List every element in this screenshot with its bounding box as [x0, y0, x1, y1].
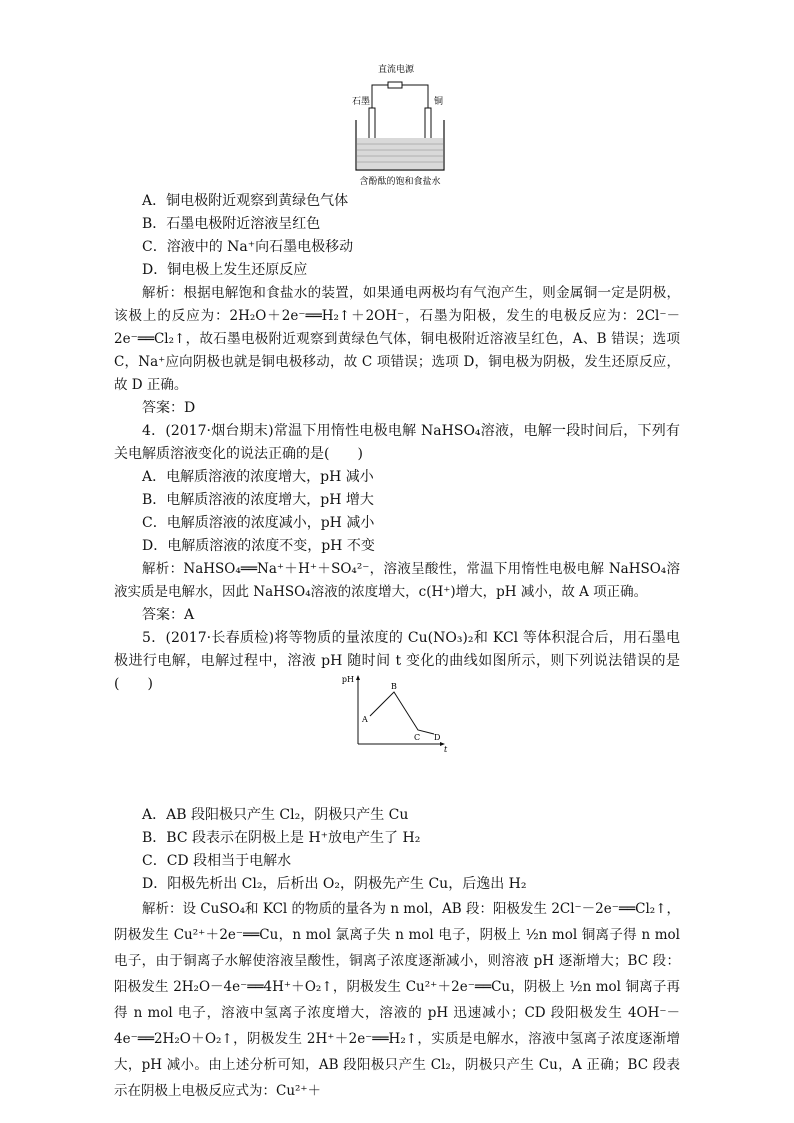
q4-option-b: B．电解质溶液的浓度增大，pH 增大 [142, 492, 374, 508]
q4-answer-label: 答案： [142, 607, 184, 623]
point-a-label: A [362, 715, 368, 724]
power-supply-box [388, 82, 402, 88]
q4-option-a: A．电解质溶液的浓度增大，pH 减小 [142, 469, 374, 485]
q3-answer-label: 答案： [142, 400, 184, 416]
q4-option-c: C．电解质溶液的浓度减小，pH 减小 [142, 515, 375, 531]
q5-option-c: C．CD 段相当于电解水 [142, 853, 292, 869]
solution [357, 138, 443, 169]
point-d-label: D [434, 733, 441, 742]
q3-analysis [114, 282, 680, 397]
graphite-label: 石墨 [352, 97, 371, 107]
power-supply-label: 直流电源 [377, 65, 415, 75]
q3-answer [114, 397, 680, 420]
question-body [114, 190, 680, 1104]
point-c-label: C [414, 733, 421, 742]
x-axis-label: t [444, 745, 448, 754]
q4-answer [114, 604, 680, 627]
q4-analysis-label: 解析： [142, 561, 184, 577]
q5-analysis-label: 解析： [142, 901, 183, 917]
q3-answer-value: D [184, 400, 196, 416]
q4-analysis [114, 558, 680, 604]
q3-analysis-text: 根据电解饱和食盐水的装置，如果通电两极均有气泡产生，则金属铜一定是阴极，该极上的反应为：2H₂O＋2e⁻══H₂↑＋2OH⁻，石墨为阳极，发生的电极反应为：2Cl⁻－2e⁻══Cl₂↑，故石墨电极附近观察到黄绿色气体，铜电极附近溶液呈红色，A、B 错误；选项 C，Na⁺应向阴极也就是铜电极移动，故 C 项错误；选项 D，铜电极为阴极，发生还原反应，故 D 正确。 [114, 285, 681, 393]
q3-option-d: D．铜电极上发生还原反应 [142, 262, 308, 278]
q5-analysis [114, 896, 680, 1104]
copper-label: 铜 [434, 97, 444, 107]
q5-option-a: A．AB 段阳极只产生 Cl₂，阴极只产生 Cu [142, 807, 409, 823]
q4-analysis-text: NaHSO₄══Na⁺＋H⁺＋SO₄²⁻，溶液呈酸性，常温下用惰性电极电解 NaHSO₄溶液实质是电解水，因此 NaHSO₄溶液的浓度增大，c(H⁺)增大，pH 减小，故 A 项正确。 [114, 561, 681, 600]
electrolysis-apparatus-figure [350, 58, 450, 190]
wire-right [402, 85, 428, 108]
q5-option-b: B．BC 段表示在阴极上是 H⁺放电产生了 H₂ [142, 830, 421, 846]
point-b-label: B [391, 682, 397, 691]
q5-analysis-text: 设 CuSO₄和 KCl 的物质的量各为 n mol，AB 段：阳极发生 2Cl⁻－2e⁻══Cl₂↑，阴极发生 Cu²⁺＋2e⁻══Cu，n mol 氯离子失 n mol 电子，阴极上 ½n mol 铜离子得 n mol 电子，由于铜离子水解使溶液呈酸性，铜离子浓度逐渐减小，则溶液 pH 逐渐增大；BC 段：阳极发生 2H₂O－4e⁻══4H⁺＋O₂↑，阴极发生 Cu²⁺＋2e⁻══Cu，阴极上 ½n mol 铜离子再得 n mol 电子，溶液中氢离子浓度增大，溶液的 pH 迅速减小；CD 段阳极发生 4OH⁻－4e⁻══2H₂O＋O₂↑，阴极发生 2H⁺＋2e⁻══H₂↑，实质是电解水，溶液中氢离子浓度逐渐增大，pH 减小。由上述分析可知，AB 段阳极只产生 Cl₂，阴极只产生 Cu，A 正确；BC 段表示在阴极上电极反应式为：Cu²⁺＋ [114, 901, 681, 1099]
q3-option-b: B．石墨电极附近溶液呈红色 [142, 216, 321, 232]
q3-option-c: C．溶液中的 Na⁺向石墨电极移动 [142, 239, 354, 255]
q5-stem: 5．(2017·长春质检)将等物质的量浓度的 Cu(NO₃)₂和 KCl 等体积混合后，用石墨电极进行电解，电解过程中，溶液 pH 随时间 t 变化的曲线如图所示，则下列说法错误的是( ) [114, 630, 680, 692]
wire-left [372, 85, 388, 108]
q4-option-d: D．电解质溶液的浓度不变，pH 不变 [142, 538, 375, 554]
q3-option-a: A．铜电极附近观察到黄绿色气体 [142, 193, 349, 209]
q4-stem: 4．(2017·烟台期末)常温下用惰性电极电解 NaHSO₄溶液，电解一段时间后，下列有关电解质溶液变化的说法正确的是( ) [114, 423, 680, 462]
solution-caption: 含酚酞的饱和食盐水 [359, 177, 441, 187]
q3-analysis-label: 解析： [142, 285, 184, 301]
y-axis-label: pH [341, 675, 354, 684]
q5-option-d: D．阳极先析出 Cl₂，后析出 O₂，阴极先产生 Cu，后逸出 H₂ [142, 876, 527, 892]
q4-answer-value: A [184, 607, 195, 623]
graph-spacer [114, 696, 680, 804]
